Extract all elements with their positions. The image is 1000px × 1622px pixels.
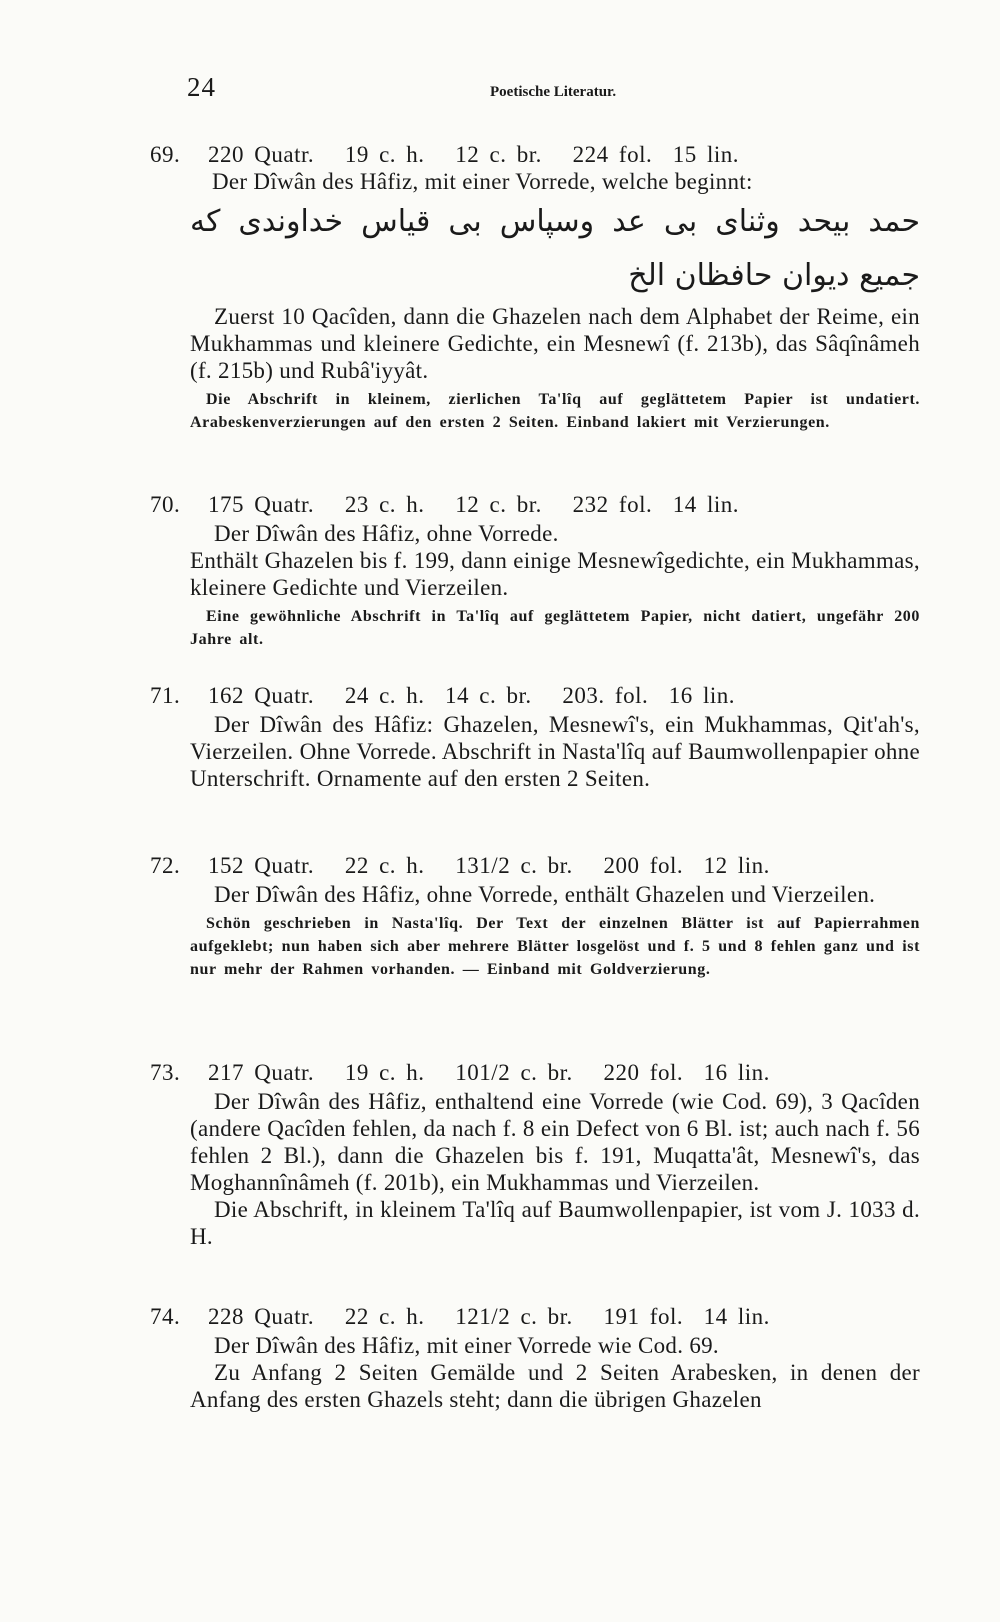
entry-number: 72. (150, 853, 181, 878)
entry-meta: 220 Quatr. 19 c. h. 12 c. br. 224 fol. 15 lin. (208, 142, 739, 167)
entry-number: 70. (150, 492, 181, 517)
arabic-incipit-line-2: جميع ديوان حافظان الخ (628, 258, 920, 293)
entry-description: Enthält Ghazelen bis f. 199, dann einige Mesnewîgedichte, ein Mukhammas, kleinere Gedichte und Vierzeilen. (190, 548, 920, 600)
entry-meta: 175 Quatr. 23 c. h. 12 c. br. 232 fol. 14 lin. (208, 492, 739, 517)
entry-number: 69. (150, 142, 181, 167)
entry-number: 74. (150, 1304, 181, 1329)
entry-meta: 217 Quatr. 19 c. h. 101/2 c. br. 220 fol. 16 lin. (208, 1060, 770, 1085)
catalog-entry-70 (150, 492, 920, 651)
entry-description: Der Dîwân des Hâfiz, enthaltend eine Vorrede (wie Cod. 69), 3 Qacîden (andere Qacîden fehlen, da nach f. 8 ein Defect von 6 Bl. ist; auch nach f. 56 fehlen 2 Bl.), dann die Ghazelen bis f. 191, Muqatta'ât, Mesnewî's, das Moghannînâmeh (f. 201b), ein Mukhammas und Vierzeilen. (190, 1089, 920, 1195)
entry-description: Zu Anfang 2 Seiten Gemälde und 2 Seiten Arabesken, in denen der Anfang des ersten Ghazels steht; dann die übrigen Ghazelen (190, 1360, 920, 1412)
entry-note: Eine gewöhnliche Abschrift in Ta'lîq auf geglättetem Papier, nicht datiert, ungefähr 200 Jahre alt. (190, 608, 920, 648)
entry-meta: 228 Quatr. 22 c. h. 121/2 c. br. 191 fol. 14 lin. (208, 1304, 770, 1329)
entry-meta: 162 Quatr. 24 c. h. 14 c. br. 203. fol. 16 lin. (208, 683, 735, 708)
entry-note: Die Abschrift in kleinem, zierlichen Ta'lîq auf geglättetem Papier ist undatiert. Arabeskenverzierungen auf den ersten 2 Seiten. Einband lakiert mit Verzierungen. (190, 391, 920, 431)
catalog-entry-71 (150, 683, 920, 792)
entry-description: Zuerst 10 Qacîden, dann die Ghazelen nach dem Alphabet der Reime, ein Mukhammas und kleinere Gedichte, ein Mesnewî (f. 213b), das Sâqînâmeh (f. 215b) und Rubâ'iyyât. (190, 304, 920, 383)
page-number: 24 (187, 72, 216, 102)
entry-meta: 152 Quatr. 22 c. h. 131/2 c. br. 200 fol. 12 lin. (208, 853, 770, 878)
entry-number: 71. (150, 683, 181, 708)
running-title: Poetische Literatur. (490, 84, 617, 100)
entry-intro: Der Dîwân des Hâfiz, mit einer Vorrede, welche beginnt: (212, 169, 753, 194)
catalog-entry-69 (150, 142, 920, 434)
entry-description: Der Dîwân des Hâfiz: Ghazelen, Mesnewî's, ein Mukhammas, Qit'ah's, Vierzeilen. Ohne Vorrede. Abschrift in Nasta'lîq auf Baumwollenpapier ohne Unterschrift. Ornamente auf den ersten 2 Seiten. (190, 712, 920, 791)
entry-description: Der Dîwân des Hâfiz, ohne Vorrede, enthält Ghazelen und Vierzeilen. (214, 882, 876, 907)
entry-number: 73. (150, 1060, 181, 1085)
catalog-entry-74 (150, 1304, 920, 1413)
entry-description-2: Die Abschrift, in kleinem Ta'lîq auf Baumwollenpapier, ist vom J. 1033 d. H. (190, 1197, 920, 1249)
entry-intro: Der Dîwân des Hâfiz, mit einer Vorrede wie Cod. 69. (214, 1333, 719, 1358)
entry-intro: Der Dîwân des Hâfiz, ohne Vorrede. (214, 521, 559, 546)
catalog-entry-72 (150, 853, 920, 981)
entry-note: Schön geschrieben in Nasta'lîq. Der Text der einzelnen Blätter ist auf Papierrahmen aufgeklebt; nun haben sich aber mehrere Blätter losgelöst und f. 5 und 8 fehlen ganz und ist nur mehr der Rahmen vorhanden. — Einband mit Goldverzierung. (190, 915, 920, 978)
catalog-entry-73 (150, 1060, 920, 1250)
arabic-incipit-line-1: حمد بيحد وثنای بی عد وسپاس بی قياس خداوندی که (190, 204, 920, 239)
